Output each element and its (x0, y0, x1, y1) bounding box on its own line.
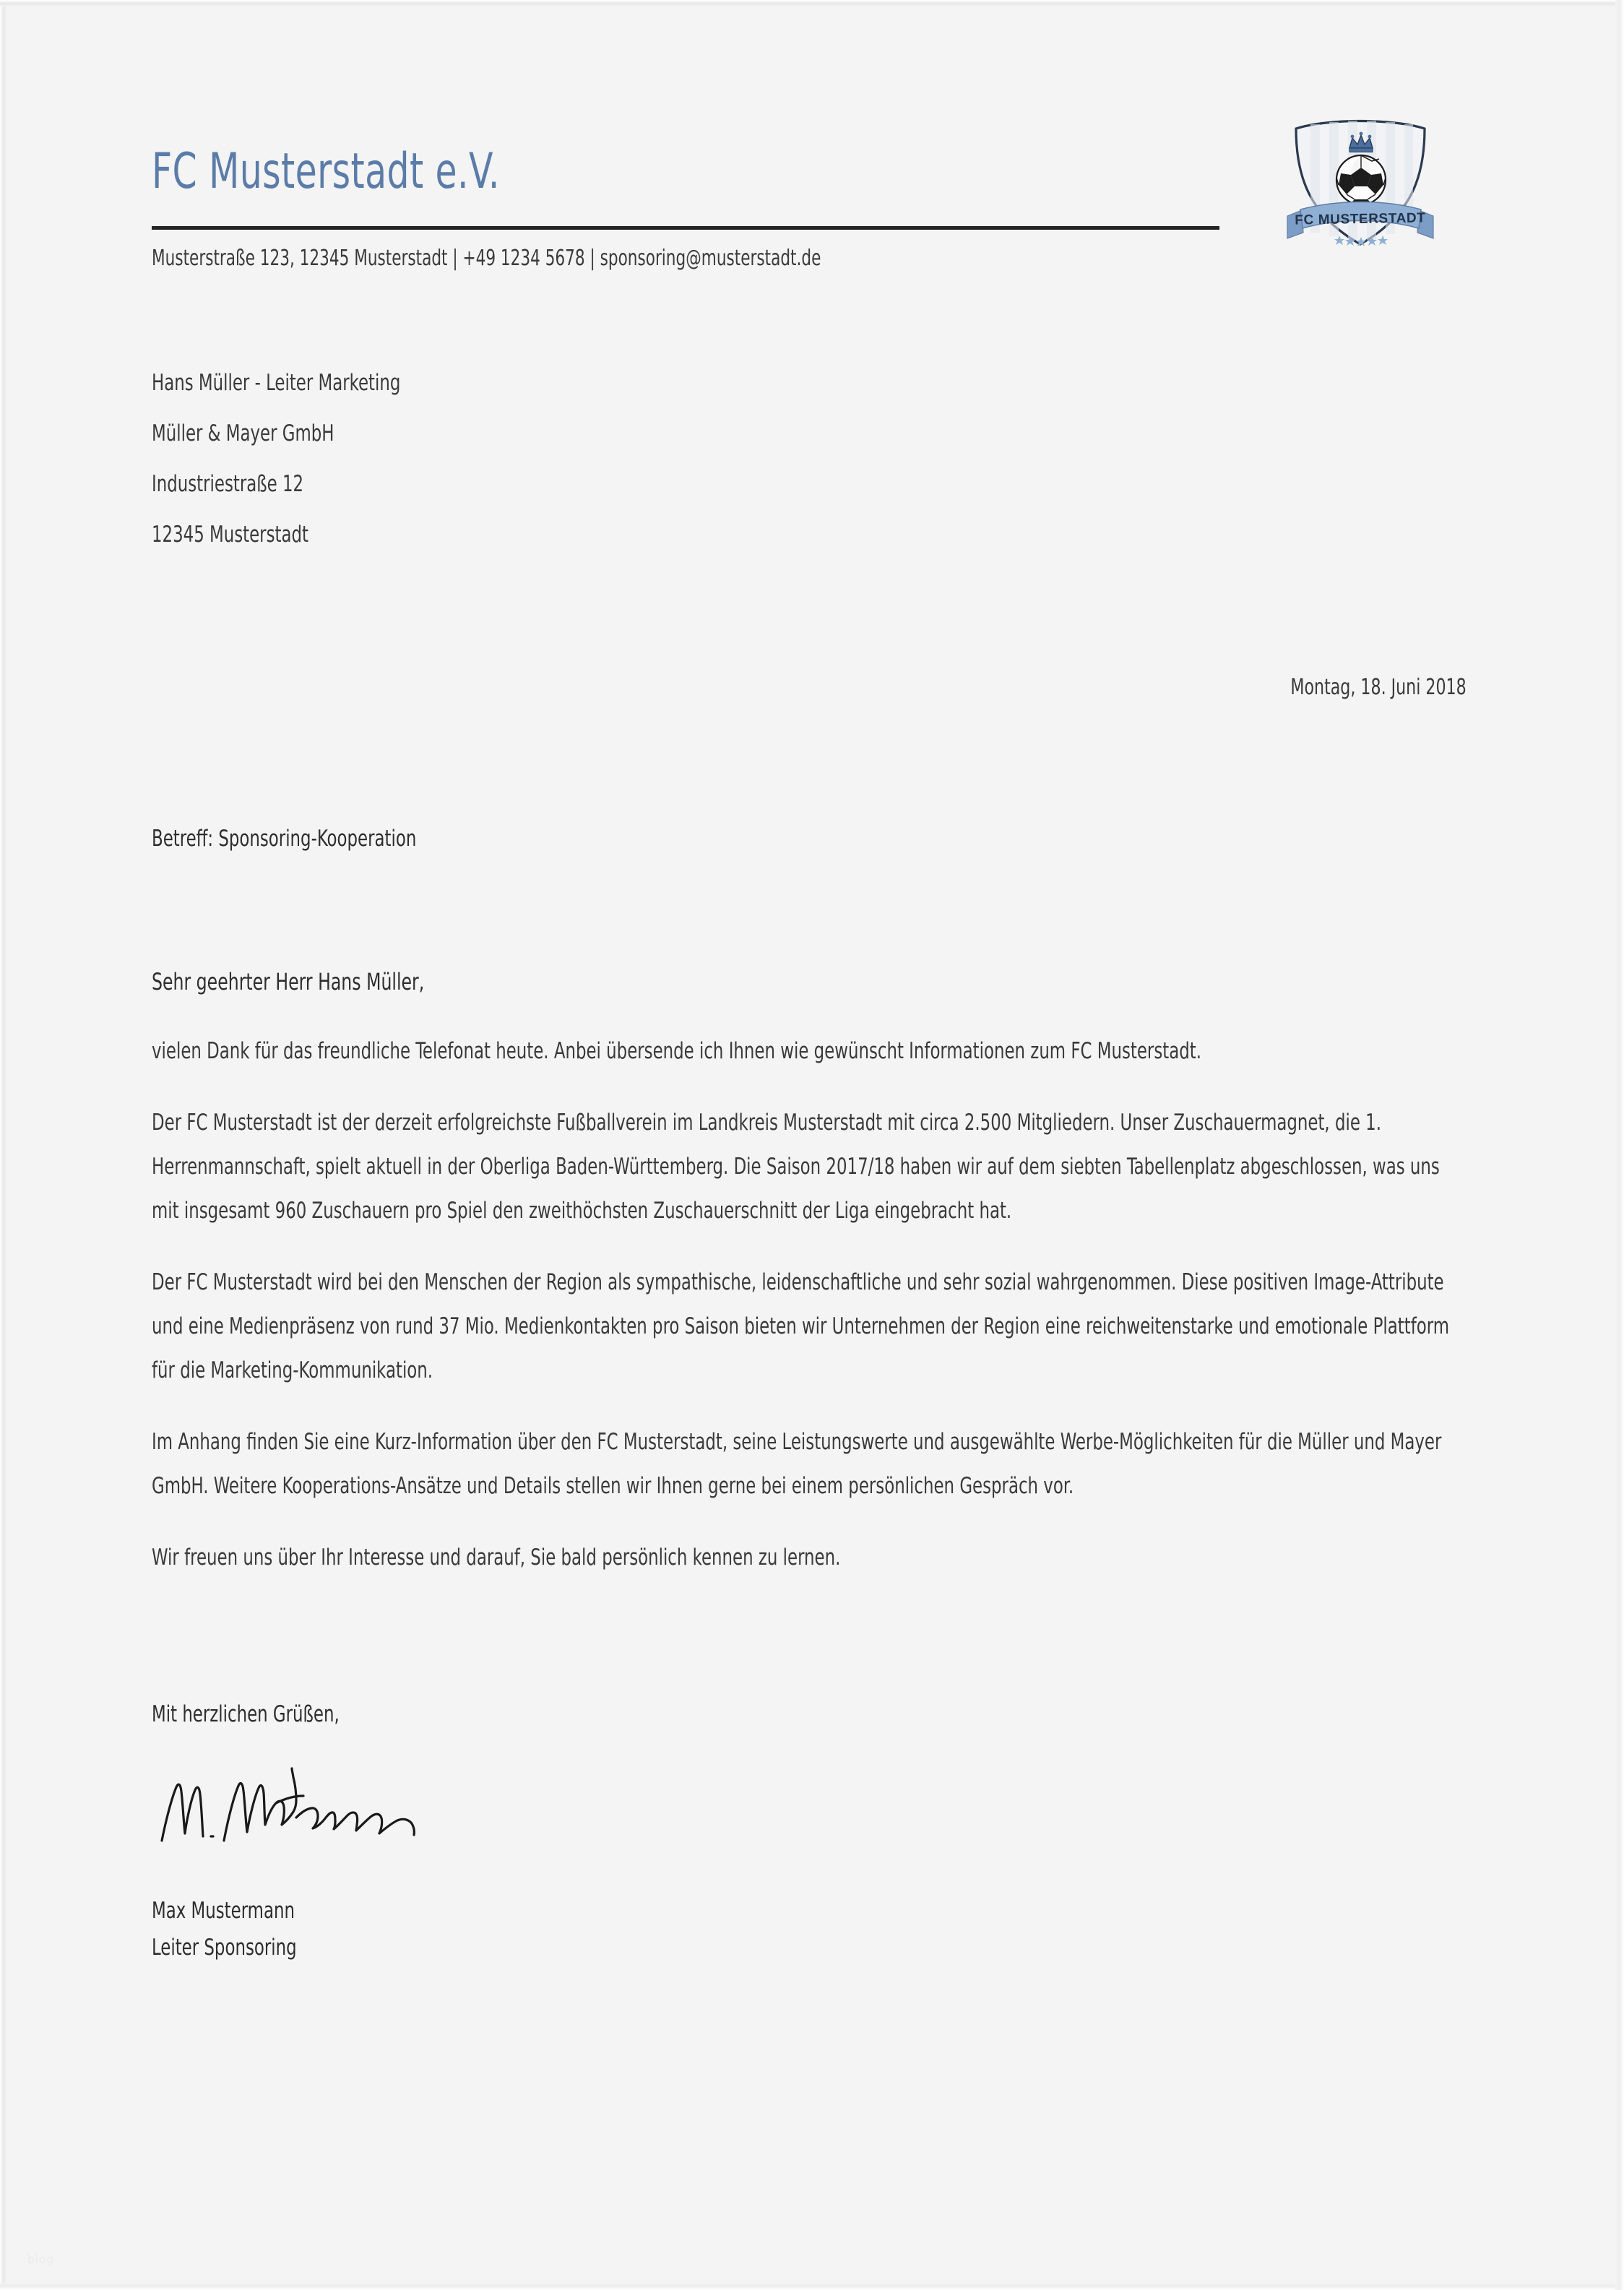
subject-line: Betreff: Sponsoring-Kooperation (152, 826, 417, 852)
letterhead-contact-line: Musterstraße 123, 12345 Musterstadt | +49 1234 5678 | sponsoring@musterstadt.de (152, 246, 821, 271)
signer-block (152, 1893, 329, 1966)
recipient-address-block (152, 370, 455, 572)
body-paragraph: Wir freuen uns über Ihr Interesse und darauf, Sie bald persönlich kennen zu lernen. (152, 1544, 841, 1570)
body-paragraph: Der FC Musterstadt ist der derzeit erfolgreichste Fußballverein im Landkreis Musterstadt mit circa 2.500 Mitgliedern. Unser Zuschauermagnet, die 1. Herrenmannschaft, spielt aktuell in der Oberliga Baden-Württemberg. Die Saison 2017/18 haben wir auf dem siebten Tabellenplatz abgeschlossen, was uns mit insgesamt 960 Zuschauern pro Spiel den zweithöchsten Zuschauerschnitt der Liga eingebracht hat. (152, 1110, 1440, 1224)
club-crest-logo (1277, 107, 1443, 251)
address-line: Hans Müller - Leiter Marketing (152, 370, 401, 396)
address-line: Industriestraße 12 (152, 471, 304, 497)
soccer-ball-icon (1336, 155, 1386, 204)
letter-date: Montag, 18. Juni 2018 (1290, 675, 1467, 700)
page-watermark: blog (27, 2252, 55, 2267)
organization-title: FC Musterstadt e.V. (152, 143, 500, 200)
handwritten-signature (153, 1755, 457, 1849)
address-line: Müller & Mayer GmbH (152, 420, 334, 446)
crest-svg (1277, 107, 1443, 251)
body-paragraph: Der FC Musterstadt wird bei den Menschen der Region als sympathische, leidenschaftliche und sehr sozial wahrgenommen. Diese positiven Image-Attribute und eine Medienpräsenz von rund 37 Mio. Medienkontakten pro Saison bieten wir Unternehmen der Region eine reichweitenstarke und emotionale Plattform für die Marketing-Kommunikation. (152, 1269, 1449, 1383)
letter-body (152, 1029, 1470, 1607)
letterhead-divider (152, 226, 1219, 230)
page-edge-bottom (0, 2283, 1624, 2290)
crest-banner-text: FC MUSTERSTADT (1295, 210, 1426, 228)
body-paragraph: Im Anhang finden Sie eine Kurz-Information über den FC Musterstadt, seine Leistungswerte und ausgewählte Werbe-Möglichkeiten für die Müller und Mayer GmbH. Weitere Kooperations-Ansätze und Details stellen wir Ihnen gerne bei einem persönlichen Gespräch vor. (152, 1429, 1442, 1499)
closing-greeting: Mit herzlichen Grüßen, (152, 1701, 340, 1727)
signer-role: Leiter Sponsoring (152, 1935, 297, 1961)
salutation: Sehr geehrter Herr Hans Müller, (152, 968, 425, 995)
signer-name: Max Mustermann (152, 1898, 295, 1924)
body-paragraph: vielen Dank für das freundliche Telefonat heute. Anbei übersende ich Ihnen wie gewünscht Informationen zum FC Musterstadt. (152, 1038, 1201, 1064)
page-edge-top (0, 0, 1624, 7)
signature-svg (153, 1755, 457, 1849)
address-line: 12345 Musterstadt (152, 522, 308, 548)
crown-icon (1349, 132, 1373, 152)
